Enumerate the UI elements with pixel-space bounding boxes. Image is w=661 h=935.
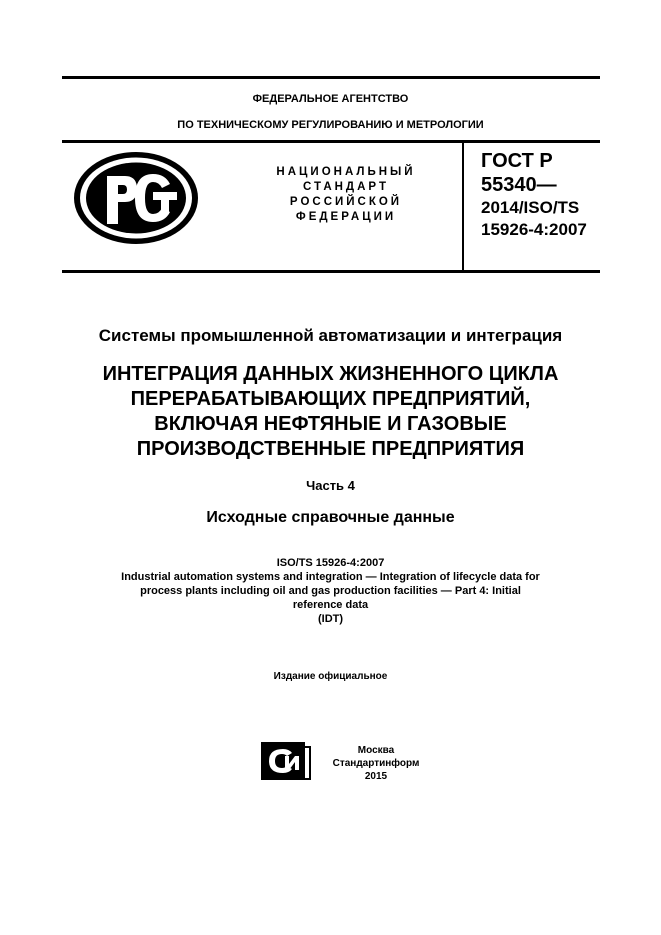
publisher-name: Стандартинформ (332, 758, 420, 769)
agency-line-1: ФЕДЕРАЛЬНОЕ АГЕНТСТВО (252, 93, 409, 105)
divider-top (62, 76, 600, 79)
national-standard-line: РОССИЙСКОЙ (289, 196, 403, 208)
iso-line: reference data (292, 599, 369, 611)
gost-code (481, 149, 601, 241)
national-standard-label (262, 165, 430, 225)
iso-line: Industrial automation systems and integration — Integration of lifecycle data for (121, 571, 540, 583)
iso-reference (0, 556, 661, 626)
gost-code-line: 2014/ISO/TS (481, 198, 580, 217)
agency-line-2: ПО ТЕХНИЧЕСКОМУ РЕГУЛИРОВАНИЮ И МЕТРОЛОГИИ (177, 119, 484, 131)
publisher-city: Москва (357, 745, 395, 756)
series-title: Системы промышленной автоматизации и интеграция (98, 326, 563, 345)
main-title-line: ПЕРЕРАБАТЫВАЮЩИХ ПРЕДПРИЯТИЙ, (130, 388, 531, 410)
gost-code-line: 15926-4:2007 (481, 220, 587, 239)
publisher-logo-icon (259, 740, 313, 782)
edition-label: Издание официальное (273, 671, 388, 682)
main-title-line: ВКЛЮЧАЯ НЕФТЯНЫЕ И ГАЗОВЫЕ (154, 413, 507, 435)
rst-logo-icon (73, 150, 201, 246)
national-standard-line: СТАНДАРТ (303, 181, 389, 193)
gost-code-line: 55340— (481, 174, 557, 196)
publisher-year: 2015 (364, 771, 388, 782)
divider-header (62, 140, 600, 143)
publisher-info (321, 744, 431, 783)
gost-code-line: ГОСТ Р (481, 150, 553, 172)
iso-code: ISO/TS 15926-4:2007 (276, 557, 385, 569)
main-title-line: ПРОИЗВОДСТВЕННЫЕ ПРЕДПРИЯТИЯ (136, 438, 525, 460)
national-standard-line: ФЕДЕРАЦИИ (295, 211, 397, 223)
part-number: Часть 4 (306, 478, 355, 493)
iso-line: process plants including oil and gas production facilities — Part 4: Initial (140, 585, 521, 597)
part-subtitle: Исходные справочные данные (206, 509, 455, 526)
iso-line: (IDT) (317, 613, 344, 625)
divider-standard (62, 270, 600, 273)
main-title-line: ИНТЕГРАЦИЯ ДАННЫХ ЖИЗНЕННОГО ЦИКЛА (102, 363, 559, 385)
national-standard-line: НАЦИОНАЛЬНЫЙ (276, 166, 416, 178)
main-title (0, 362, 661, 462)
vertical-divider (462, 143, 464, 270)
